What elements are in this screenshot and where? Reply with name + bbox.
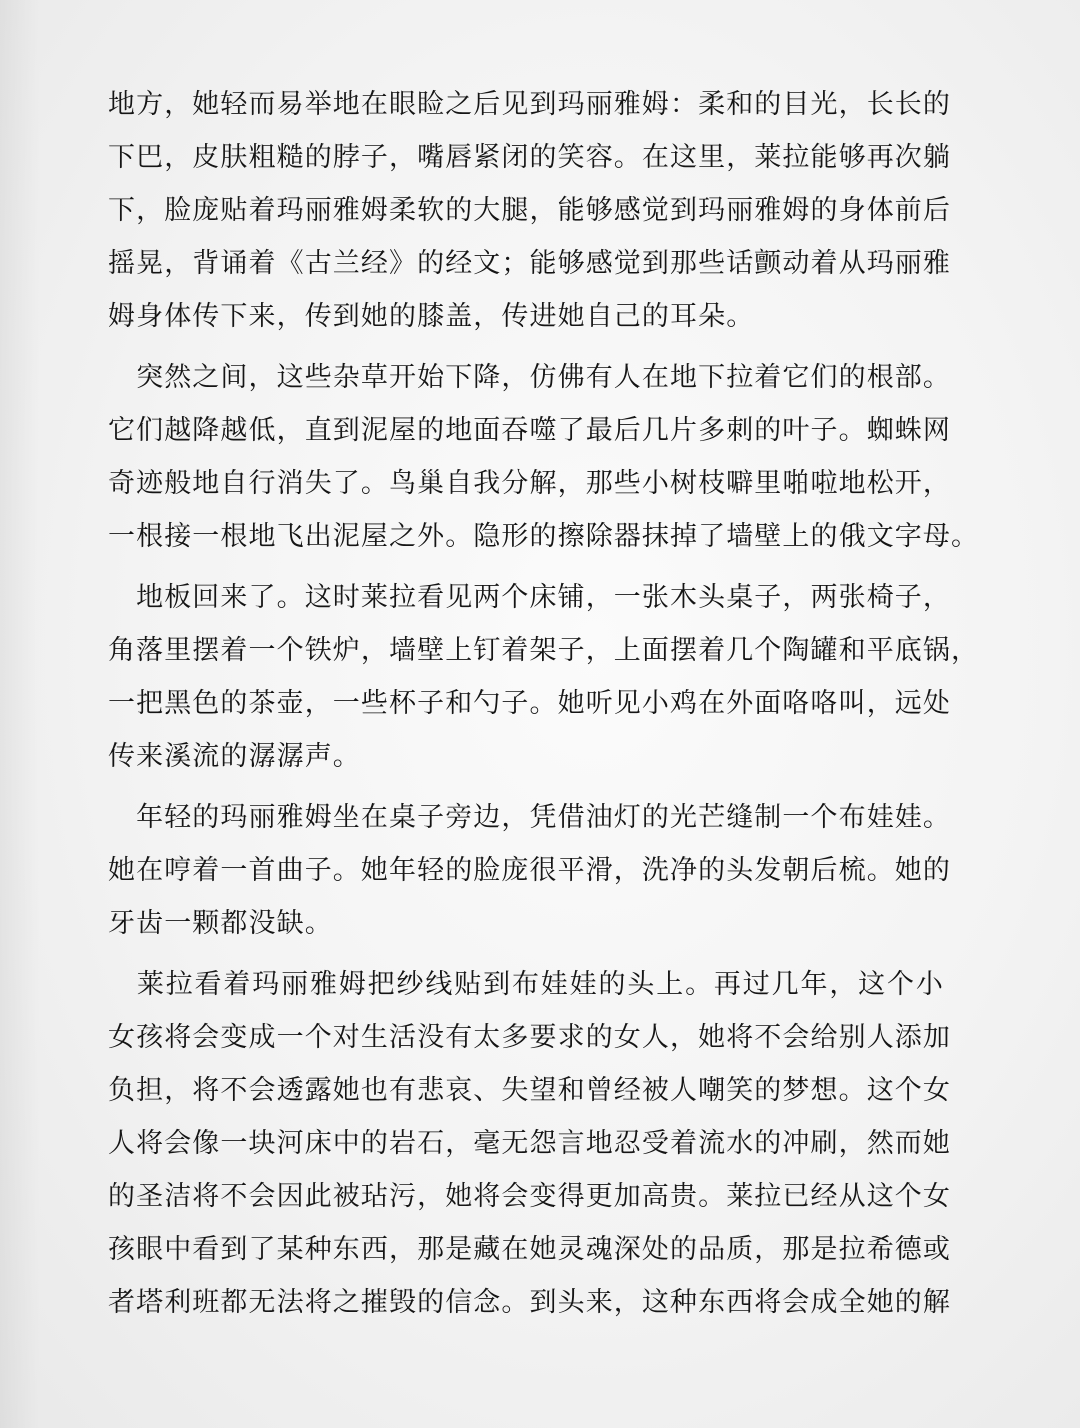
text-line: 年轻的玛丽雅姆坐在桌子旁边，凭借油灯的光芒缝制一个布娃娃。: [108, 802, 951, 833]
text-line: 女孩将会变成一个对生活没有太多要求的女人，她将不会给别人添加: [108, 1022, 951, 1053]
text-line: 地板回来了。这时莱拉看见两个床铺，一张木头桌子，两张椅子，: [108, 582, 951, 613]
text-line: 下，脸庞贴着玛丽雅姆柔软的大腿，能够感觉到玛丽雅姆的身体前后: [108, 195, 951, 226]
text-line: 人将会像一块河床中的岩石，毫无怨言地忍受着流水的冲刷，然而她: [108, 1128, 951, 1159]
text-line: 角落里摆着一个铁炉，墙壁上钉着架子，上面摆着几个陶罐和平底锅，: [108, 635, 980, 666]
paragraph: [108, 958, 951, 1329]
body-text: [108, 78, 980, 1329]
text-line: 她在哼着一首曲子。她年轻的脸庞很平滑，洗净的头发朝后梳。她的: [108, 855, 951, 886]
text-line: 一把黑色的茶壶，一些杯子和勺子。她听见小鸡在外面咯咯叫，远处: [108, 688, 951, 719]
text-line: 传来溪流的潺潺声。: [108, 741, 361, 772]
text-line: 负担，将不会透露她也有悲哀、失望和曾经被人嘲笑的梦想。这个女: [108, 1075, 951, 1106]
text-line: 一根接一根地飞出泥屋之外。隐形的擦除器抹掉了墙壁上的俄文字母。: [108, 521, 980, 552]
text-line: 的圣洁将不会因此被玷污，她将会变得更加高贵。莱拉已经从这个女: [108, 1181, 951, 1212]
text-line: 者塔利班都无法将之摧毁的信念。到头来，这种东西将会成全她的解: [108, 1287, 951, 1318]
text-line: 孩眼中看到了某种东西，那是藏在她灵魂深处的品质，那是拉希德或: [108, 1234, 951, 1265]
text-line: 地方，她轻而易举地在眼睑之后见到玛丽雅姆：柔和的目光，长长的: [108, 89, 951, 120]
text-line: 下巴，皮肤粗糙的脖子，嘴唇紧闭的笑容。在这里，莱拉能够再次躺: [108, 142, 951, 173]
paragraph: [108, 351, 980, 563]
paragraph: [108, 78, 951, 343]
text-line: 摇晃，背诵着《古兰经》的经文；能够感觉到那些话颤动着从玛丽雅: [108, 248, 951, 279]
text-line: 牙齿一颗都没缺。: [108, 908, 333, 939]
text-line: 莱拉看着玛丽雅姆把纱线贴到布娃娃的头上。再过几年，这个小: [108, 969, 944, 1000]
text-line: 奇迹般地自行消失了。鸟巢自我分解，那些小树枝噼里啪啦地松开，: [108, 468, 951, 499]
page-shadow: [0, 0, 40, 1428]
paragraph: [108, 571, 980, 783]
paragraph: [108, 791, 951, 950]
text-line: 突然之间，这些杂草开始下降，仿佛有人在地下拉着它们的根部。: [108, 362, 951, 393]
text-line: 姆身体传下来，传到她的膝盖，传进她自己的耳朵。: [108, 301, 755, 332]
text-line: 它们越降越低，直到泥屋的地面吞噬了最后几片多刺的叶子。蜘蛛网: [108, 415, 951, 446]
